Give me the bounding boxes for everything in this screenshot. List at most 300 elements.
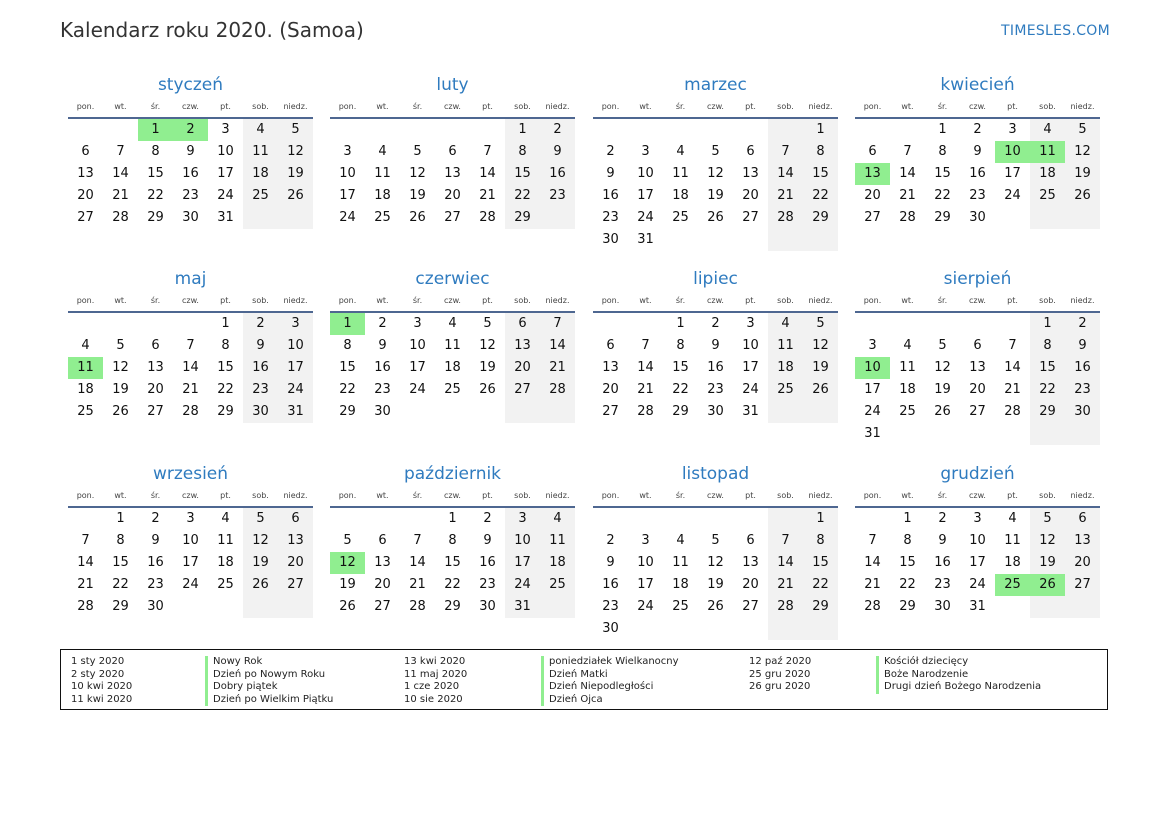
day-cell: 5 bbox=[243, 508, 278, 530]
day-cell: 28 bbox=[899, 210, 916, 225]
day-grid bbox=[330, 508, 575, 618]
day-cell: 17 bbox=[1004, 166, 1021, 181]
empty-cell bbox=[663, 119, 698, 141]
weekday-label: śr. bbox=[937, 102, 948, 111]
day-cell: 3 bbox=[641, 533, 650, 548]
weekday-label: pon. bbox=[76, 491, 95, 500]
day-cell: 4 bbox=[540, 508, 575, 530]
weekday-label: śr. bbox=[150, 491, 161, 500]
empty-cell bbox=[698, 508, 733, 530]
weekday-label: wt. bbox=[901, 102, 914, 111]
day-cell: 26 bbox=[707, 210, 724, 225]
weekday-label: czw. bbox=[182, 296, 199, 305]
day-cell: 24 bbox=[969, 577, 986, 592]
day-cell: 10 bbox=[637, 555, 654, 570]
day-cell: 1 bbox=[505, 119, 540, 141]
weekday-label: śr. bbox=[150, 296, 161, 305]
day-cell: 27 bbox=[278, 574, 313, 596]
empty-cell bbox=[1030, 596, 1065, 618]
day-cell: 14 bbox=[899, 166, 916, 181]
day-cell: 28 bbox=[637, 404, 654, 419]
weekday-label: pon. bbox=[863, 491, 882, 500]
day-cell: 3 bbox=[186, 511, 195, 526]
day-cell: 23 bbox=[540, 185, 575, 207]
day-cell: 14 bbox=[768, 163, 803, 185]
day-cell: 1 bbox=[803, 508, 838, 530]
empty-cell bbox=[698, 119, 733, 141]
empty-cell bbox=[855, 508, 890, 530]
legend-date: 1 cze 2020 bbox=[404, 681, 460, 692]
day-cell: 16 bbox=[969, 166, 986, 181]
weekday-label: pt. bbox=[745, 102, 756, 111]
day-cell: 12 bbox=[243, 530, 278, 552]
day-cell: 26 bbox=[409, 210, 426, 225]
weekday-label: pt. bbox=[220, 296, 231, 305]
legend-date: 11 maj 2020 bbox=[404, 668, 468, 680]
day-cell: 20 bbox=[864, 188, 881, 203]
weekday-header bbox=[593, 291, 838, 313]
day-cell: 24 bbox=[637, 599, 654, 614]
day-cell: 16 bbox=[707, 360, 724, 375]
day-cell: 4 bbox=[676, 144, 685, 159]
empty-cell bbox=[855, 313, 890, 335]
legend-holiday: Nowy Rok bbox=[205, 656, 333, 669]
day-cell: 14 bbox=[479, 166, 496, 181]
day-cell: 5 bbox=[711, 533, 720, 548]
weekday-header bbox=[68, 486, 313, 508]
day-cell: 22 bbox=[672, 382, 689, 397]
day-cell: 22 bbox=[505, 185, 540, 207]
empty-cell bbox=[138, 313, 173, 335]
day-cell: 13 bbox=[278, 530, 313, 552]
day-cell: 20 bbox=[77, 188, 94, 203]
day-cell: 11 bbox=[540, 530, 575, 552]
day-cell: 29 bbox=[1030, 401, 1065, 423]
day-cell: 20 bbox=[602, 382, 619, 397]
day-cell: 25 bbox=[672, 599, 689, 614]
day-cell: 12 bbox=[707, 555, 724, 570]
weekday-header bbox=[330, 291, 575, 313]
empty-cell bbox=[103, 313, 138, 335]
day-cell: 1 bbox=[116, 511, 125, 526]
day-cell: 6 bbox=[1065, 508, 1100, 530]
day-cell: 19 bbox=[243, 552, 278, 574]
day-cell: 24 bbox=[182, 577, 199, 592]
day-cell: 24 bbox=[339, 210, 356, 225]
empty-cell bbox=[698, 229, 733, 251]
day-cell: 28 bbox=[77, 599, 94, 614]
month-name: maj bbox=[174, 269, 207, 289]
day-cell: 14 bbox=[768, 552, 803, 574]
legend-date: 2 sty 2020 bbox=[71, 668, 125, 680]
day-cell: 6 bbox=[746, 144, 755, 159]
day-cell: 17 bbox=[864, 382, 881, 397]
day-cell: 8 bbox=[116, 533, 125, 548]
day-cell: 5 bbox=[343, 533, 352, 548]
day-cell: 10 bbox=[217, 144, 234, 159]
weekday-label: niedz. bbox=[545, 296, 570, 305]
day-cell: 17 bbox=[742, 360, 759, 375]
month-name: marzec bbox=[684, 75, 747, 95]
weekday-label: pt. bbox=[482, 491, 493, 500]
day-cell: 14 bbox=[112, 166, 129, 181]
day-cell: 7 bbox=[116, 144, 125, 159]
day-cell: 18 bbox=[217, 555, 234, 570]
empty-cell bbox=[663, 508, 698, 530]
day-cell: 10 bbox=[409, 338, 426, 353]
day-cell: 2 bbox=[151, 511, 160, 526]
legend-holiday: Dzień po Nowym Roku bbox=[205, 669, 333, 682]
weekday-label: wt. bbox=[114, 491, 127, 500]
empty-cell bbox=[68, 119, 103, 141]
legend-names-col-3 bbox=[876, 656, 1041, 694]
day-cell: 14 bbox=[637, 360, 654, 375]
weekday-label: wt. bbox=[639, 491, 652, 500]
day-cell: 25 bbox=[672, 210, 689, 225]
day-cell: 9 bbox=[483, 533, 492, 548]
day-grid bbox=[330, 313, 575, 423]
day-cell: 13 bbox=[969, 360, 986, 375]
day-cell: 9 bbox=[973, 144, 982, 159]
month-name: kwiecień bbox=[940, 75, 1015, 95]
empty-cell bbox=[768, 401, 803, 423]
day-cell: 17 bbox=[182, 555, 199, 570]
day-cell: 17 bbox=[409, 360, 426, 375]
day-cell: 13 bbox=[742, 555, 759, 570]
weekday-label: niedz. bbox=[1070, 296, 1095, 305]
day-cell: 23 bbox=[934, 577, 951, 592]
day-cell: 26 bbox=[803, 379, 838, 401]
legend-date: 10 sie 2020 bbox=[404, 693, 463, 705]
day-cell: 8 bbox=[803, 530, 838, 552]
weekday-label: czw. bbox=[969, 296, 986, 305]
day-cell: 23 bbox=[707, 382, 724, 397]
empty-cell bbox=[628, 508, 663, 530]
empty-cell bbox=[628, 313, 663, 335]
day-cell: 25 bbox=[899, 404, 916, 419]
day-cell: 25 bbox=[77, 404, 94, 419]
day-cell: 6 bbox=[378, 533, 387, 548]
day-cell: 21 bbox=[409, 577, 426, 592]
day-cell: 23 bbox=[374, 382, 391, 397]
month-name: wrzesień bbox=[152, 464, 229, 484]
day-cell: 26 bbox=[707, 599, 724, 614]
weekday-label: śr. bbox=[937, 491, 948, 500]
empty-cell bbox=[890, 423, 925, 445]
day-cell: 13 bbox=[742, 166, 759, 181]
day-cell: 19 bbox=[934, 382, 951, 397]
weekday-label: pon. bbox=[338, 491, 357, 500]
day-cell: 29 bbox=[672, 404, 689, 419]
day-cell: 11 bbox=[217, 533, 234, 548]
day-cell: 29 bbox=[147, 210, 164, 225]
day-cell: 25 bbox=[540, 574, 575, 596]
weekday-label: pon. bbox=[601, 296, 620, 305]
weekday-header bbox=[68, 97, 313, 119]
day-cell: 4 bbox=[903, 338, 912, 353]
site-link[interactable]: TIMESLES.COM bbox=[1001, 23, 1110, 39]
day-cell: 29 bbox=[899, 599, 916, 614]
day-cell: 21 bbox=[77, 577, 94, 592]
day-cell: 26 bbox=[278, 185, 313, 207]
day-cell: 21 bbox=[637, 382, 654, 397]
weekday-label: czw. bbox=[969, 491, 986, 500]
empty-cell bbox=[855, 119, 890, 141]
day-cell: 1 bbox=[448, 511, 457, 526]
day-cell: 5 bbox=[413, 144, 422, 159]
weekday-label: sob. bbox=[252, 102, 269, 111]
day-cell: 14 bbox=[540, 335, 575, 357]
day-cell: 8 bbox=[676, 338, 685, 353]
empty-cell bbox=[768, 119, 803, 141]
day-cell: 13 bbox=[1065, 530, 1100, 552]
weekday-label: pon. bbox=[76, 102, 95, 111]
day-cell: 27 bbox=[444, 210, 461, 225]
day-cell: 27 bbox=[505, 379, 540, 401]
day-cell: 27 bbox=[742, 599, 759, 614]
day-cell: 14 bbox=[182, 360, 199, 375]
day-cell: 16 bbox=[374, 360, 391, 375]
day-cell: 19 bbox=[339, 577, 356, 592]
empty-cell bbox=[890, 313, 925, 335]
legend-date: 25 gru 2020 bbox=[749, 668, 811, 680]
weekday-label: pon. bbox=[863, 102, 882, 111]
day-cell: 16 bbox=[147, 555, 164, 570]
day-cell: 29 bbox=[444, 599, 461, 614]
day-cell: 15 bbox=[899, 555, 916, 570]
day-cell: 11 bbox=[1004, 533, 1021, 548]
weekday-header bbox=[330, 97, 575, 119]
weekday-label: sob. bbox=[514, 491, 531, 500]
day-cell: 22 bbox=[339, 382, 356, 397]
day-cell: 9 bbox=[243, 335, 278, 357]
weekday-label: pt. bbox=[1007, 102, 1018, 111]
weekday-label: śr. bbox=[675, 102, 686, 111]
weekday-label: pt. bbox=[482, 296, 493, 305]
weekday-label: czw. bbox=[444, 102, 461, 111]
day-cell: 21 bbox=[182, 382, 199, 397]
day-cell: 27 bbox=[864, 210, 881, 225]
month-name: listopad bbox=[681, 464, 750, 484]
day-cell: 31 bbox=[637, 232, 654, 247]
day-cell: 15 bbox=[505, 163, 540, 185]
day-cell: 11 bbox=[444, 338, 461, 353]
day-grid bbox=[68, 119, 313, 229]
day-cell: 10 bbox=[855, 357, 890, 379]
day-cell: 5 bbox=[278, 119, 313, 141]
empty-cell bbox=[995, 207, 1030, 229]
day-cell: 31 bbox=[969, 599, 986, 614]
day-cell: 8 bbox=[221, 338, 230, 353]
day-cell: 11 bbox=[68, 357, 103, 379]
legend-holiday: Kościół dziecięcy bbox=[876, 656, 1041, 669]
day-cell: 28 bbox=[768, 207, 803, 229]
day-cell: 3 bbox=[413, 316, 422, 331]
weekday-label: pt. bbox=[1007, 491, 1018, 500]
empty-cell bbox=[435, 119, 470, 141]
weekday-label: pt. bbox=[745, 491, 756, 500]
day-cell: 4 bbox=[378, 144, 387, 159]
weekday-label: sob. bbox=[1039, 491, 1056, 500]
day-cell: 13 bbox=[77, 166, 94, 181]
day-grid bbox=[855, 313, 1100, 445]
weekday-label: niedz. bbox=[545, 102, 570, 111]
weekday-label: niedz. bbox=[545, 491, 570, 500]
day-cell: 17 bbox=[637, 188, 654, 203]
empty-cell bbox=[365, 119, 400, 141]
day-cell: 20 bbox=[969, 382, 986, 397]
day-cell: 9 bbox=[938, 533, 947, 548]
day-cell: 20 bbox=[742, 188, 759, 203]
month-block bbox=[593, 267, 838, 423]
day-cell: 8 bbox=[1030, 335, 1065, 357]
empty-cell bbox=[803, 401, 838, 423]
day-cell: 8 bbox=[343, 338, 352, 353]
day-cell: 18 bbox=[768, 357, 803, 379]
weekday-label: wt. bbox=[639, 296, 652, 305]
weekday-label: pon. bbox=[863, 296, 882, 305]
month-name: czerwiec bbox=[415, 269, 490, 289]
empty-cell bbox=[890, 119, 925, 141]
day-cell: 5 bbox=[711, 144, 720, 159]
empty-cell bbox=[733, 229, 768, 251]
empty-cell bbox=[768, 618, 803, 640]
day-cell: 21 bbox=[768, 185, 803, 207]
day-cell: 30 bbox=[243, 401, 278, 423]
weekday-label: pt. bbox=[220, 491, 231, 500]
weekday-label: pon. bbox=[601, 491, 620, 500]
day-cell: 20 bbox=[278, 552, 313, 574]
day-grid bbox=[855, 508, 1100, 618]
day-cell: 18 bbox=[1030, 163, 1065, 185]
day-cell: 23 bbox=[182, 188, 199, 203]
day-cell: 27 bbox=[602, 404, 619, 419]
day-cell: 15 bbox=[1030, 357, 1065, 379]
month-name: lipiec bbox=[693, 269, 738, 289]
month-name: grudzień bbox=[940, 464, 1015, 484]
month-block bbox=[68, 267, 313, 423]
empty-cell bbox=[1065, 207, 1100, 229]
month-name: styczeń bbox=[157, 75, 224, 95]
day-cell: 16 bbox=[602, 577, 619, 592]
day-cell: 12 bbox=[409, 166, 426, 181]
day-cell: 22 bbox=[899, 577, 916, 592]
weekday-header bbox=[855, 291, 1100, 313]
weekday-label: sob. bbox=[514, 102, 531, 111]
day-cell: 8 bbox=[903, 533, 912, 548]
weekday-label: sob. bbox=[252, 296, 269, 305]
day-cell: 2 bbox=[711, 316, 720, 331]
empty-cell bbox=[593, 313, 628, 335]
day-cell: 12 bbox=[803, 335, 838, 357]
weekday-label: sob. bbox=[777, 296, 794, 305]
weekday-label: sob. bbox=[1039, 102, 1056, 111]
day-cell: 12 bbox=[707, 166, 724, 181]
weekday-label: niedz. bbox=[283, 102, 308, 111]
day-cell: 9 bbox=[186, 144, 195, 159]
weekday-label: czw. bbox=[444, 296, 461, 305]
empty-cell bbox=[803, 229, 838, 251]
day-cell: 9 bbox=[540, 141, 575, 163]
day-cell: 3 bbox=[746, 316, 755, 331]
day-cell: 22 bbox=[217, 382, 234, 397]
day-cell: 14 bbox=[1004, 360, 1021, 375]
day-cell: 5 bbox=[1030, 508, 1065, 530]
day-cell: 23 bbox=[147, 577, 164, 592]
empty-cell bbox=[960, 313, 995, 335]
day-cell: 27 bbox=[1065, 574, 1100, 596]
weekday-label: wt. bbox=[901, 491, 914, 500]
day-cell: 24 bbox=[637, 210, 654, 225]
day-cell: 14 bbox=[864, 555, 881, 570]
legend-date: 13 kwi 2020 bbox=[404, 656, 466, 667]
empty-cell bbox=[243, 596, 278, 618]
empty-cell bbox=[995, 423, 1030, 445]
day-cell: 25 bbox=[768, 379, 803, 401]
day-cell: 28 bbox=[182, 404, 199, 419]
weekday-label: wt. bbox=[114, 102, 127, 111]
day-cell: 4 bbox=[81, 338, 90, 353]
day-cell: 6 bbox=[505, 313, 540, 335]
day-cell: 29 bbox=[505, 207, 540, 229]
day-cell: 19 bbox=[1065, 163, 1100, 185]
weekday-label: śr. bbox=[150, 102, 161, 111]
month-block bbox=[68, 462, 313, 618]
day-cell: 23 bbox=[969, 188, 986, 203]
weekday-header bbox=[330, 486, 575, 508]
weekday-label: czw. bbox=[707, 296, 724, 305]
empty-cell bbox=[593, 508, 628, 530]
empty-cell bbox=[173, 596, 208, 618]
day-cell: 25 bbox=[1030, 185, 1065, 207]
day-cell: 10 bbox=[995, 141, 1030, 163]
day-cell: 17 bbox=[505, 552, 540, 574]
weekday-label: czw. bbox=[707, 102, 724, 111]
empty-cell bbox=[68, 508, 103, 530]
weekday-label: pt. bbox=[220, 102, 231, 111]
day-cell: 18 bbox=[672, 188, 689, 203]
legend-holiday: Boże Narodzenie bbox=[876, 669, 1041, 682]
legend-date: 1 sty 2020 bbox=[71, 656, 125, 667]
day-cell: 30 bbox=[602, 232, 619, 247]
day-cell: 20 bbox=[1065, 552, 1100, 574]
day-cell: 17 bbox=[217, 166, 234, 181]
empty-cell bbox=[1065, 596, 1100, 618]
day-cell: 17 bbox=[278, 357, 313, 379]
month-block bbox=[593, 462, 838, 640]
day-cell: 26 bbox=[1030, 574, 1065, 596]
day-cell: 18 bbox=[444, 360, 461, 375]
month-name: sierpień bbox=[943, 269, 1012, 289]
day-cell: 19 bbox=[803, 357, 838, 379]
day-cell: 18 bbox=[1004, 555, 1021, 570]
day-cell: 30 bbox=[1065, 401, 1100, 423]
day-cell: 20 bbox=[444, 188, 461, 203]
empty-cell bbox=[1065, 423, 1100, 445]
day-cell: 22 bbox=[803, 185, 838, 207]
month-block bbox=[330, 462, 575, 618]
empty-cell bbox=[1030, 423, 1065, 445]
weekday-label: wt. bbox=[376, 296, 389, 305]
day-cell: 16 bbox=[934, 555, 951, 570]
weekday-label: sob. bbox=[252, 491, 269, 500]
day-cell: 19 bbox=[1030, 552, 1065, 574]
day-cell: 12 bbox=[1065, 141, 1100, 163]
day-cell: 2 bbox=[243, 313, 278, 335]
weekday-label: sob. bbox=[777, 102, 794, 111]
day-cell: 16 bbox=[1065, 357, 1100, 379]
legend-holiday: Dzień po Wielkim Piątku bbox=[205, 694, 333, 707]
